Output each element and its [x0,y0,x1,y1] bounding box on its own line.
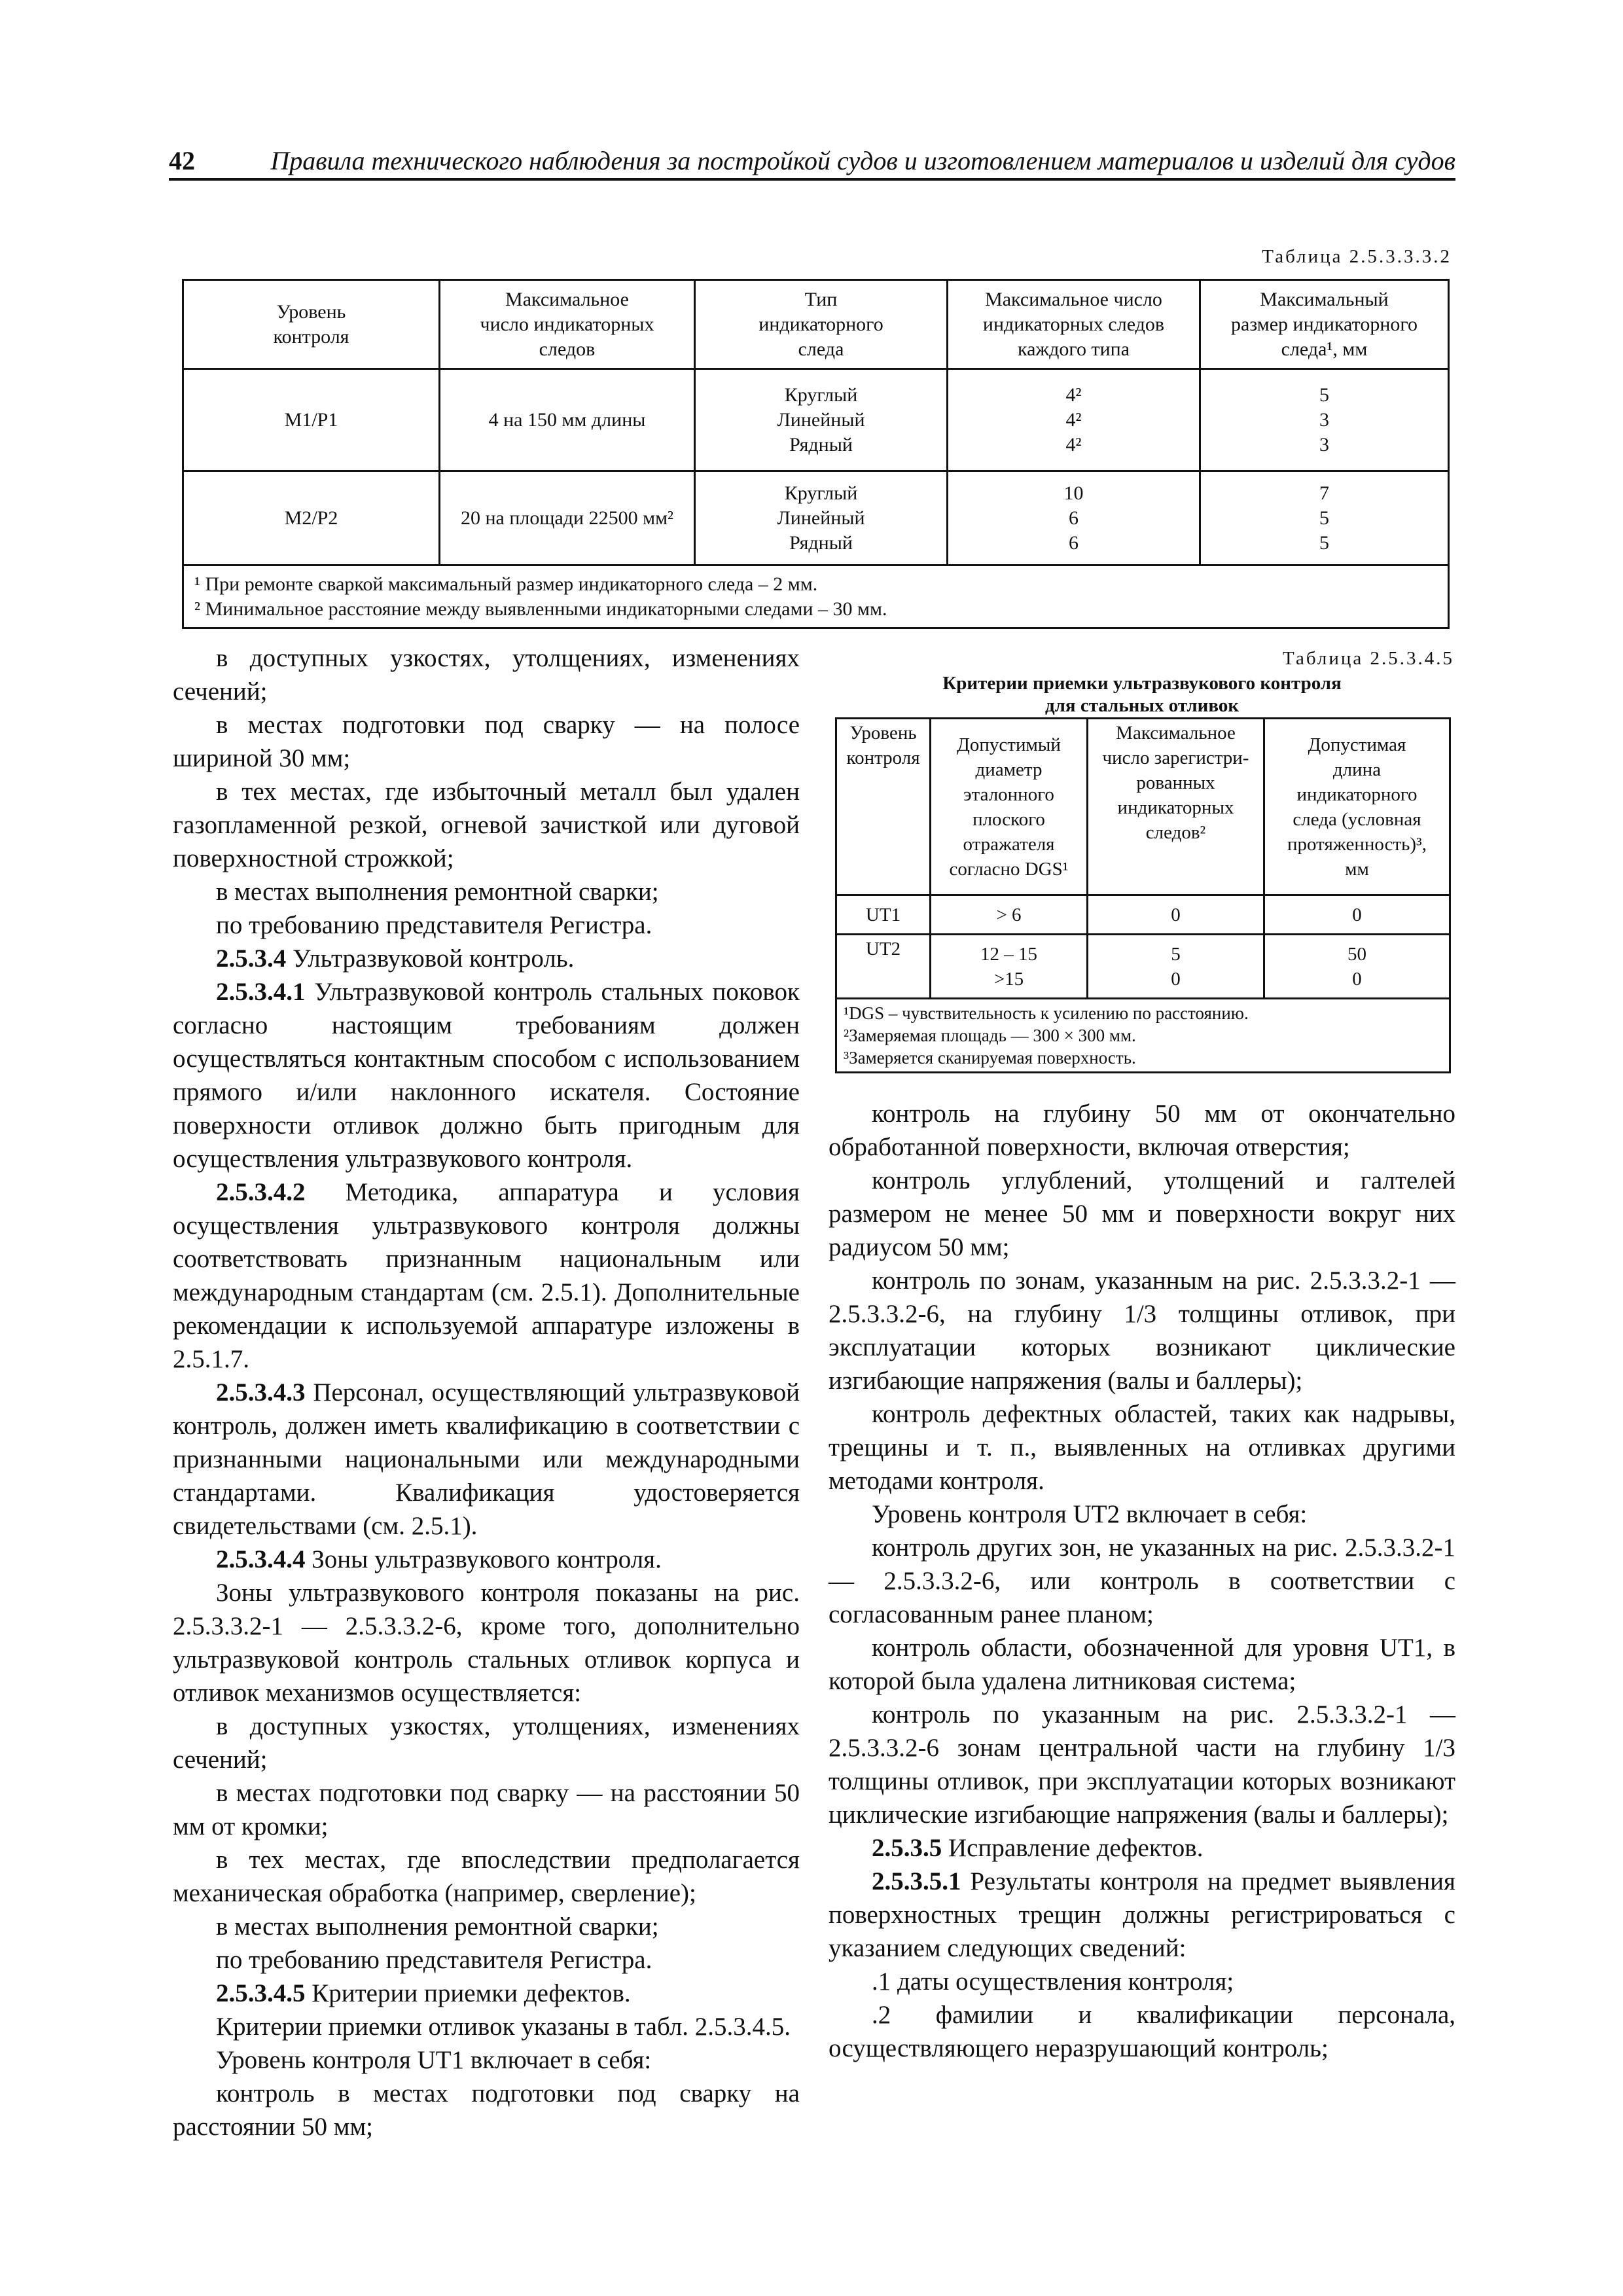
paragraph: контроль в местах подготовки под сварку на расстоянии 50 мм; [173,2079,800,2141]
table1 [182,279,1450,629]
table2-level: UT1 [836,895,931,935]
paragraph: Уровень контроля UT2 включает в себя: [872,1500,1308,1528]
table1-types: Круглый Линейный Рядный [695,471,948,565]
paragraph: Уровень контроля UT1 включает в себя: [216,2046,652,2074]
table2-title-line: для стальных отливок [1044,695,1240,716]
paragraph: Зоны ультразвукового контроля показаны на рис. 2.5.3.3.2-1 — 2.5.3.3.2-6, кроме того, дополнительно ультразвуковой контроль стальных отливок корпуса и отливок механизмов осуществляется: [173,1579,800,1707]
paragraph: контроль дефектных областей, таких как надрывы, трещины и т. п., выявленных на отливках другими методами контроля. [829,1400,1455,1495]
table2-length: 50 0 [1264,935,1450,999]
table2-count: 5 0 [1088,935,1264,999]
table2-header-cell: Допустимая длина индикаторного следа (условная протяженность)³, мм [1264,719,1450,895]
table1-header-cell: Максимальное число индикаторных следов каждого типа [948,280,1200,369]
table2-title-line: Критерии приемки ультразвукового контроля [942,673,1342,694]
paragraph: Критерии приемки отливок указаны в табл. 2.5.3.4.5. [216,2013,791,2041]
paragraph: контроль области, обозначенной для уровня UT1, в которой была удалена литниковая система; [829,1634,1455,1695]
table2-dgs: 12 – 15 >15 [931,935,1088,999]
table1-header-cell: Уровень контроля [183,280,440,369]
table1-count-each: 4² 4² 4² [948,369,1200,471]
page-header [169,139,1455,178]
paragraph: в доступных узкостях, утолщениях, изменениях сечений; [173,644,800,706]
table-row [183,471,1449,565]
header-rule [169,178,1455,181]
paragraph: 2.5.3.5.1 Результаты контроля на предмет выявления поверхностных трещин должны регистрироваться с указанием следующих сведений: [829,1867,1455,1962]
footnote: ³Замеряется сканируемая поверхность. [844,1048,1136,1067]
table2-dgs: > 6 [931,895,1088,935]
table1-level: M1/P1 [183,369,440,471]
table2-notes [836,999,1450,1073]
paragraph: в местах выполнения ремонтной сварки; [216,878,659,906]
paragraph: по требованию представителя Регистра. [216,1946,652,1974]
list-item: .2 фамилии и квалификации персонала, осуществляющего неразрушающий контроль; [829,2001,1455,2062]
table1-header-cell: Максимальное число индикаторных следов [440,280,695,369]
paragraph: контроль на глубину 50 мм от окончательно обработанной поверхности, включая отверстия; [829,1100,1455,1161]
table2-header-cell: Уровень контроля [836,719,931,895]
table1-header-row [183,280,1449,369]
table2-header-cell: Допустимый диаметр эталонного плоского отражателя согласно DGS¹ [931,719,1088,895]
paragraph: в местах подготовки под сварку — на расстоянии 50 мм от кромки; [173,1779,800,1840]
footnote: ²Замеряемая площадь — 300 × 300 мм. [844,1026,1136,1045]
paragraph: в тех местах, где впоследствии предполагается механическая обработка (например, сверление); [173,1846,800,1907]
table-row [836,895,1450,935]
table1-max-count: 20 на площади 22500 мм² [440,471,695,565]
table1-max-size: 7 5 5 [1200,471,1449,565]
table1-max-count: 4 на 150 мм длины [440,369,695,471]
paragraph: контроль по указанным на рис. 2.5.3.3.2-1 — 2.5.3.3.2-6 зонам центральной части на глубину 1/3 толщины отливок, при эксплуатации которых возникают циклические изгибающие напряжения (валы и баллеры); [829,1700,1455,1829]
table2 [835,717,1451,1073]
table2-header-row [836,719,1450,895]
paragraph: в местах подготовки под сварку — на полосе шириной 30 мм; [173,711,800,772]
paragraph: по требованию представителя Регистра. [216,911,652,939]
paragraph: контроль по зонам, указанным на рис. 2.5.3.3.2-1 — 2.5.3.3.2-6, на глубину 1/3 толщины отливок, при эксплуатации которых возникают циклические изгибающие напряжения (валы и баллеры); [829,1266,1455,1395]
left-text-column [173,641,800,2144]
table1-header-cell: Тип индикаторного следа [695,280,948,369]
table1-notes-row [183,565,1449,628]
table1-notes [183,565,1449,628]
table2-count: 0 [1088,895,1264,935]
paragraph: в доступных узкостях, утолщениях, изменениях сечений; [173,1712,800,1774]
section-heading: 2.5.3.4.5 Критерии приемки дефектов. [216,1979,631,2007]
table1-header-cell: Максимальный размер индикаторного следа¹, мм [1200,280,1449,369]
paragraph: контроль углублений, утолщений и галтелей размером не менее 50 мм и поверхности вокруг них радиусом 50 мм; [829,1166,1455,1261]
paragraph: 2.5.3.4.3 Персонал, осуществляющий ультразвуковой контроль, должен иметь квалификацию в соответствии с признанными национальными или международными стандартами. Квалификация удостоверяется свидетельствами (см. 2.5.1). [173,1378,800,1540]
paragraph: 2.5.3.4.1 Ультразвуковой контроль стальных поковок согласно настоящим требованиям должен осуществляться контактным способом с использованием прямого и/или наклонного искателя. Состояние поверхности отливок должно быть пригодным для осуществления ультразвукового контроля. [173,978,800,1173]
footnote: ¹DGS – чувствительность к усилению по расстоянию. [844,1003,1249,1023]
table2-header-cell: Максимальное число зарегистри- рованных индикаторных следов² [1088,719,1264,895]
paragraph: контроль других зон, не указанных на рис. 2.5.3.3.2-1 — 2.5.3.3.2-6, или контроль в соответствии с согласованным ранее планом; [829,1534,1455,1628]
table2-notes-row [836,999,1450,1073]
section-heading: 2.5.3.5 Исправление дефектов. [872,1834,1204,1862]
paragraph: 2.5.3.4.2 Методика, аппаратура и условия осуществления ультразвукового контроля должны соответствовать признанным национальным или международным стандартам (см. 2.5.1). Дополнительные рекомендации к используемой аппаратуре изложены в 2.5.1.7. [173,1178,800,1373]
page-number: 42 [169,146,195,175]
table1-count-each: 10 6 6 [948,471,1200,565]
footnote: ¹ При ремонте сваркой максимальный размер индикаторного следа – 2 мм. [194,573,818,595]
paragraph: в тех местах, где избыточный металл был удален газопламенной резкой, огневой зачисткой или дуговой поверхностной строжкой; [173,778,800,872]
table1-level: M2/P2 [183,471,440,565]
table2-level: UT2 [836,935,931,999]
paragraph: в местах выполнения ремонтной сварки; [216,1912,659,1941]
table1-max-size: 5 3 3 [1200,369,1449,471]
table2-caption: Таблица 2.5.3.4.5 [1282,648,1454,669]
section-heading: 2.5.3.4.4 Зоны ультразвукового контроля. [216,1545,662,1573]
table-row [836,935,1450,999]
table2-length: 0 [1264,895,1450,935]
table-row [183,369,1449,471]
table1-types: Круглый Линейный Рядный [695,369,948,471]
list-item: .1 даты осуществления контроля; [872,1967,1234,1996]
right-text-column [829,1097,1455,2065]
section-heading: 2.5.3.4 Ультразвуковой контроль. [216,944,575,973]
table1-caption: Таблица 2.5.3.3.3.2 [1262,246,1452,267]
running-title: Правила технического наблюдения за постройкой судов и изготовлением материалов и изделий для судов [270,146,1455,175]
footnote: ² Минимальное расстояние между выявленными индикаторными следами – 30 мм. [194,598,887,620]
